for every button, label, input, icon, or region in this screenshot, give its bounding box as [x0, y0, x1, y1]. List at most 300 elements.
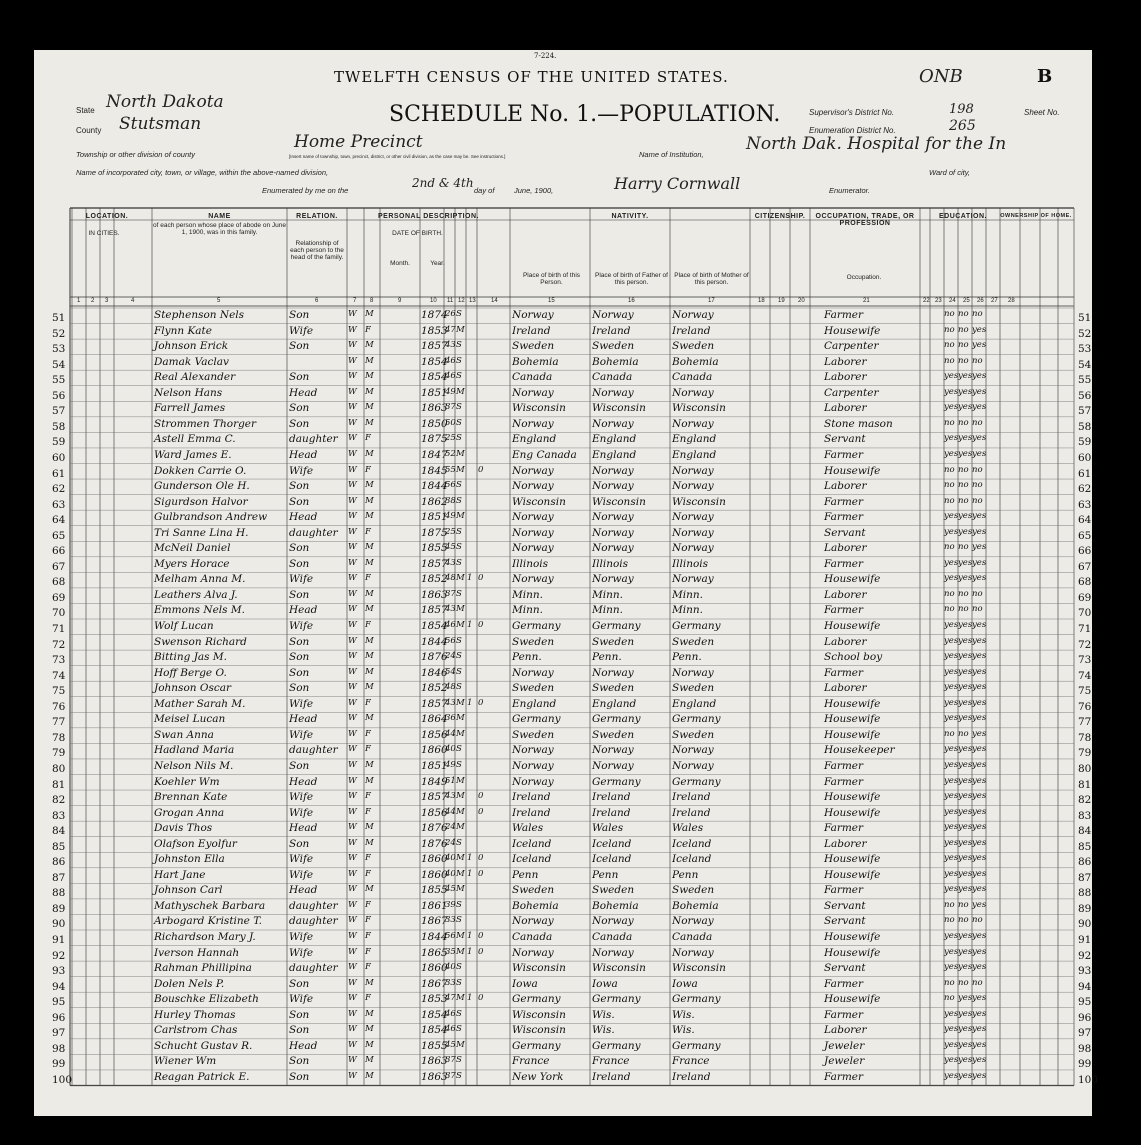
row-mother-of: 0: [478, 946, 484, 957]
row-can-read: yes: [944, 666, 959, 677]
row-birth-year: 1876: [421, 651, 448, 664]
row-can-read: yes: [944, 822, 959, 833]
row-sex: M: [365, 775, 374, 786]
table-row: [34, 495, 1092, 511]
row-color: W: [348, 480, 357, 491]
row-can-write: yes: [958, 526, 973, 537]
row-can-write: yes: [958, 837, 973, 848]
row-pob-father: England: [592, 433, 637, 446]
row-sex: F: [365, 868, 371, 879]
row-can-read: yes: [944, 526, 959, 537]
row-years-married: 1: [467, 620, 473, 630]
row-color: W: [348, 884, 357, 895]
row-number-right: 95: [1078, 996, 1092, 1009]
table-row: [34, 837, 1092, 853]
row-name: Hart Jane: [154, 868, 206, 881]
row-relation: Wife: [289, 931, 314, 943]
row-mother-of: 0: [478, 993, 484, 1004]
row-can-read: no: [944, 324, 955, 335]
row-pob-person: Norway: [512, 464, 554, 477]
row-age: 46: [445, 1024, 456, 1035]
row-number: 94: [52, 980, 66, 993]
row-color: W: [348, 386, 357, 397]
row-birth-year: 1853: [421, 993, 448, 1006]
row-marital: M: [456, 697, 465, 708]
row-relation: Son: [289, 495, 310, 508]
row-relation: Son: [289, 417, 310, 430]
row-name: Meisel Lucan: [154, 713, 226, 726]
table-row: [34, 650, 1092, 666]
row-number-right: 98: [1078, 1042, 1092, 1055]
column-number: 27: [991, 298, 998, 304]
row-years-married: 1: [467, 573, 473, 584]
row-marital: M: [456, 324, 465, 335]
row-number-right: 100: [1078, 1073, 1099, 1086]
city-label: Name of incorporated city, town, or village, within the above-named division,: [76, 168, 329, 177]
table-row: [34, 370, 1092, 386]
row-pob-mother: Norway: [672, 464, 714, 477]
row-color: W: [348, 542, 357, 553]
row-pob-mother: Wisconsin: [672, 495, 726, 508]
row-pob-father: Norway: [592, 744, 634, 757]
row-relation: Son: [289, 1055, 310, 1068]
row-can-write: yes: [958, 557, 973, 568]
row-occupation: Housewife: [824, 946, 881, 959]
row-relation: daughter: [289, 899, 338, 912]
row-speaks-english: no: [972, 495, 983, 506]
row-can-read: yes: [944, 682, 959, 693]
row-age: 44: [445, 806, 456, 817]
row-speaks-english: no: [972, 417, 983, 428]
row-pob-father: Norway: [592, 480, 634, 493]
row-name: Leathers Alva J.: [154, 588, 238, 601]
row-pob-mother: England: [672, 697, 717, 710]
row-pob-father: Ireland: [592, 791, 631, 804]
row-relation: Son: [289, 666, 310, 679]
row-can-write: yes: [958, 884, 973, 895]
row-marital: M: [456, 931, 465, 941]
row-number-right: 62: [1078, 483, 1092, 496]
row-number: 54: [52, 358, 66, 371]
table-row: [34, 1008, 1092, 1024]
row-can-write: no: [958, 542, 969, 553]
row-can-write: yes: [958, 759, 973, 770]
row-speaks-english: yes: [972, 713, 987, 724]
row-number: 67: [52, 560, 66, 573]
row-relation: Son: [289, 402, 310, 415]
header-personal: PERSONAL DESCRIPTION.: [378, 213, 479, 220]
table-row: [34, 557, 1092, 573]
row-relation: Wife: [289, 791, 314, 804]
row-speaks-english: no: [972, 355, 983, 366]
row-number-right: 87: [1078, 871, 1092, 884]
row-color: W: [348, 759, 357, 770]
row-age: 55: [445, 464, 456, 475]
row-name: Nelson Hans: [154, 386, 223, 399]
row-age: 48: [445, 573, 456, 584]
row-pob-person: Eng Canada: [512, 448, 577, 461]
row-birth-year: 1852: [421, 682, 448, 695]
row-speaks-english: yes: [972, 1008, 987, 1019]
row-marital: S: [456, 480, 462, 491]
row-number: 93: [52, 965, 66, 978]
row-occupation: Servant: [824, 526, 866, 539]
row-number-right: 59: [1078, 436, 1092, 449]
column-number: 5: [217, 298, 221, 304]
row-pob-mother: Norway: [672, 573, 714, 586]
row-relation: Son: [289, 1024, 310, 1037]
table-row: [34, 588, 1092, 604]
row-mother-of: 0: [478, 464, 484, 475]
row-number: 74: [52, 669, 66, 682]
row-pob-mother: Norway: [672, 946, 714, 959]
supervisor-value: 198: [949, 102, 974, 117]
column-number: 13: [469, 298, 476, 304]
row-relation: Son: [289, 542, 310, 555]
row-occupation: Housewife: [824, 853, 881, 866]
row-age: 47: [445, 324, 456, 335]
row-occupation: Housewife: [824, 620, 881, 632]
row-color: W: [348, 868, 357, 879]
row-can-write: no: [958, 355, 969, 366]
row-number-right: 89: [1078, 902, 1092, 915]
row-number-right: 71: [1078, 623, 1092, 635]
table-row: [34, 666, 1092, 682]
row-color: W: [348, 620, 357, 630]
row-relation: Head: [289, 775, 318, 788]
row-can-write: no: [958, 977, 969, 988]
row-sex: M: [365, 666, 374, 677]
row-can-write: yes: [958, 775, 973, 786]
column-number: 11: [447, 298, 454, 304]
row-pob-mother: Sweden: [672, 340, 715, 353]
row-pob-mother: Sweden: [672, 682, 715, 695]
row-color: W: [348, 1039, 357, 1050]
row-age: 35: [445, 946, 456, 957]
row-age: 49: [445, 759, 456, 770]
row-sex: M: [365, 759, 374, 770]
row-number: 62: [52, 483, 66, 496]
row-age: 43: [445, 557, 456, 568]
row-speaks-english: no: [972, 309, 983, 319]
row-occupation: Laborer: [824, 371, 867, 384]
row-age: 52: [445, 448, 456, 459]
row-can-write: yes: [958, 1070, 973, 1081]
column-number: 12: [458, 298, 465, 304]
row-pob-father: Norway: [592, 526, 634, 539]
row-number: 53: [52, 343, 66, 356]
row-pob-father: Sweden: [592, 635, 635, 648]
row-color: W: [348, 728, 357, 739]
row-pob-person: Wisconsin: [512, 1008, 566, 1021]
row-number: 88: [52, 887, 66, 900]
row-color: W: [348, 651, 357, 662]
row-pob-mother: England: [672, 433, 717, 446]
row-sex: M: [365, 480, 374, 491]
row-number-right: 64: [1078, 514, 1092, 527]
row-name: Sigurdson Halvor: [154, 495, 248, 508]
row-pob-mother: Iceland: [672, 853, 712, 866]
row-speaks-english: no: [972, 977, 983, 988]
row-name: Wiener Wm: [154, 1055, 217, 1068]
row-color: W: [348, 573, 357, 584]
row-speaks-english: yes: [972, 853, 987, 864]
row-relation: Head: [289, 1039, 318, 1052]
row-birth-year: 1851: [421, 511, 448, 524]
row-name: Wolf Lucan: [154, 620, 214, 632]
row-age: 37: [445, 1070, 456, 1081]
row-marital: M: [456, 464, 465, 475]
row-can-read: no: [944, 604, 955, 615]
row-age: 40: [445, 853, 456, 864]
row-name: McNeil Daniel: [154, 542, 231, 555]
column-number: 6: [315, 298, 319, 304]
row-color: W: [348, 1055, 357, 1066]
row-pob-father: Norway: [592, 915, 634, 928]
row-name: Hoff Berge O.: [154, 666, 227, 679]
row-occupation: Stone mason: [824, 417, 893, 430]
row-age: 25: [445, 433, 456, 444]
row-number-right: 99: [1078, 1058, 1092, 1071]
row-relation: Son: [289, 977, 310, 990]
row-can-write: yes: [958, 1039, 973, 1050]
row-birth-year: 1863: [421, 1070, 448, 1083]
row-name: Bouschke Elizabeth: [154, 993, 259, 1006]
row-number: 80: [52, 762, 66, 775]
row-speaks-english: yes: [972, 557, 987, 568]
row-speaks-english: yes: [972, 651, 987, 662]
row-marital: S: [456, 1024, 462, 1035]
row-color: W: [348, 1024, 357, 1035]
row-name: Reagan Patrick E.: [154, 1070, 250, 1083]
row-birth-year: 1846: [421, 666, 448, 679]
row-marital: S: [456, 744, 462, 755]
row-occupation: Housewife: [824, 993, 881, 1006]
row-color: W: [348, 666, 357, 677]
row-number: 99: [52, 1058, 66, 1071]
row-color: W: [348, 309, 357, 319]
row-number: 51: [52, 312, 66, 324]
row-name: Olafson Eyolfur: [154, 837, 237, 850]
row-marital: S: [456, 977, 462, 988]
row-color: W: [348, 931, 357, 941]
row-birth-year: 1860: [421, 868, 448, 881]
column-number: 16: [628, 298, 635, 304]
row-number: 63: [52, 498, 66, 511]
row-occupation: Housewife: [824, 324, 881, 337]
row-speaks-english: yes: [972, 620, 987, 630]
row-color: W: [348, 324, 357, 335]
row-can-write: no: [958, 417, 969, 428]
row-birth-year: 1860: [421, 962, 448, 975]
column-number: 7: [353, 298, 357, 304]
row-number-right: 68: [1078, 576, 1092, 589]
row-birth-year: 1862: [421, 495, 448, 508]
row-name: Stephenson Nels: [154, 309, 245, 321]
row-pob-father: Illinois: [592, 557, 629, 570]
row-speaks-english: yes: [972, 324, 987, 335]
row-pob-father: Ireland: [592, 806, 631, 819]
row-age: 37: [445, 1055, 456, 1066]
row-age: 45: [445, 884, 456, 895]
row-marital: M: [456, 1039, 465, 1050]
row-pob-father: Bohemia: [592, 899, 639, 912]
row-speaks-english: yes: [972, 386, 987, 397]
row-pob-person: Ireland: [512, 324, 551, 337]
column-number: 19: [778, 298, 785, 304]
county-value: Stutsman: [119, 114, 202, 134]
row-can-read: yes: [944, 713, 959, 724]
enumeration-value: 265: [949, 118, 976, 134]
row-occupation: Carpenter: [824, 340, 879, 353]
row-birth-year: 1857: [421, 340, 448, 353]
row-pob-mother: Ireland: [672, 1070, 711, 1083]
row-number: 52: [52, 327, 66, 340]
row-name: Hadland Maria: [154, 744, 235, 757]
row-can-read: yes: [944, 1070, 959, 1081]
row-pob-father: England: [592, 697, 637, 710]
row-relation: Wife: [289, 697, 314, 710]
table-row: [34, 992, 1092, 1008]
row-age: 45: [445, 1039, 456, 1050]
township-value: Home Precinct: [294, 132, 423, 152]
row-number-right: 83: [1078, 809, 1092, 822]
row-occupation: Servant: [824, 962, 866, 975]
row-sex: F: [365, 744, 371, 755]
row-can-read: yes: [944, 806, 959, 817]
table-row: [34, 759, 1092, 775]
row-age: 40: [445, 868, 456, 879]
row-number: 61: [52, 467, 66, 480]
row-occupation: Servant: [824, 915, 866, 928]
row-occupation: Laborer: [824, 635, 867, 648]
row-can-read: yes: [944, 946, 959, 957]
row-number-right: 93: [1078, 965, 1092, 978]
row-birth-year: 1853: [421, 324, 448, 337]
row-birth-year: 1857: [421, 557, 448, 570]
row-number-right: 92: [1078, 949, 1092, 962]
row-can-write: yes: [958, 946, 973, 957]
row-number: 66: [52, 545, 66, 558]
row-sex: M: [365, 1055, 374, 1066]
row-pob-person: Germany: [512, 993, 561, 1006]
row-name: Dolen Nels P.: [154, 977, 225, 990]
row-can-write: yes: [958, 744, 973, 755]
row-sex: M: [365, 371, 374, 382]
row-can-read: no: [944, 340, 955, 351]
header-occupation: OCCUPATION, TRADE, OR PROFESSION: [815, 213, 915, 227]
row-years-married: 1: [467, 946, 473, 957]
row-pob-person: Wisconsin: [512, 1024, 566, 1037]
row-pob-mother: Norway: [672, 666, 714, 679]
row-relation: Wife: [289, 806, 314, 819]
row-occupation: Jeweler: [824, 1039, 865, 1052]
row-speaks-english: no: [972, 480, 983, 491]
row-can-write: yes: [958, 511, 973, 522]
row-name: Emmons Nels M.: [154, 604, 245, 617]
row-sex: F: [365, 899, 371, 910]
table-row: [34, 572, 1092, 588]
row-color: W: [348, 448, 357, 459]
state-value: North Dakota: [106, 92, 224, 112]
row-speaks-english: no: [972, 604, 983, 615]
header-year: Year.: [430, 260, 445, 267]
row-color: W: [348, 744, 357, 755]
row-sex: F: [365, 915, 371, 926]
table-row: [34, 899, 1092, 915]
row-can-read: yes: [944, 1024, 959, 1035]
row-age: 24: [445, 651, 456, 662]
row-can-write: yes: [958, 993, 973, 1004]
row-birth-year: 1849: [421, 775, 448, 788]
row-birth-year: 1875: [421, 526, 448, 539]
table-row: [34, 308, 1092, 324]
row-marital: S: [456, 402, 462, 413]
row-sex: M: [365, 557, 374, 568]
row-name: Gulbrandson Andrew: [154, 511, 268, 524]
row-can-read: yes: [944, 837, 959, 848]
row-relation: Head: [289, 386, 318, 399]
row-pob-person: Sweden: [512, 635, 555, 648]
row-pob-mother: Sweden: [672, 635, 715, 648]
row-number: 64: [52, 514, 66, 527]
table-row: [34, 541, 1092, 557]
row-can-write: yes: [958, 868, 973, 879]
row-years-married: 1: [467, 868, 473, 879]
row-speaks-english: yes: [972, 371, 987, 382]
row-sex: F: [365, 806, 371, 817]
row-sex: F: [365, 853, 371, 864]
row-pob-mother: Norway: [672, 759, 714, 772]
row-age: 43: [445, 697, 456, 708]
row-number-right: 60: [1078, 451, 1092, 464]
column-number: 14: [491, 298, 498, 304]
row-can-write: yes: [958, 713, 973, 724]
row-number-right: 96: [1078, 1011, 1092, 1024]
row-pob-father: Norway: [592, 542, 634, 555]
row-pob-mother: Wis.: [672, 1008, 695, 1021]
row-birth-year: 1850: [421, 417, 448, 430]
row-color: W: [348, 853, 357, 864]
row-pob-mother: England: [672, 448, 717, 461]
row-pob-father: Sweden: [592, 682, 635, 695]
row-can-read: no: [944, 542, 955, 553]
row-pob-mother: Bohemia: [672, 355, 719, 368]
row-number-right: 58: [1078, 420, 1092, 433]
row-speaks-english: yes: [972, 993, 987, 1004]
row-name: Melham Anna M.: [154, 573, 246, 586]
row-color: W: [348, 464, 357, 475]
row-can-write: yes: [958, 806, 973, 817]
row-birth-year: 1863: [421, 402, 448, 415]
row-speaks-english: yes: [972, 448, 987, 459]
row-pob-father: Ireland: [592, 1070, 631, 1083]
row-marital: M: [456, 993, 465, 1004]
row-sex: F: [365, 526, 371, 537]
row-pob-person: Canada: [512, 371, 553, 384]
row-pob-father: Germany: [592, 775, 641, 788]
table-row: [34, 417, 1092, 433]
row-can-read: yes: [944, 697, 959, 708]
row-pob-father: Norway: [592, 666, 634, 679]
row-birth-year: 1844: [421, 931, 448, 943]
row-can-read: no: [944, 899, 955, 910]
row-sex: M: [365, 340, 374, 351]
row-can-read: yes: [944, 557, 959, 568]
table-row: [34, 821, 1092, 837]
column-number: 23: [935, 298, 942, 304]
row-speaks-english: yes: [972, 946, 987, 957]
